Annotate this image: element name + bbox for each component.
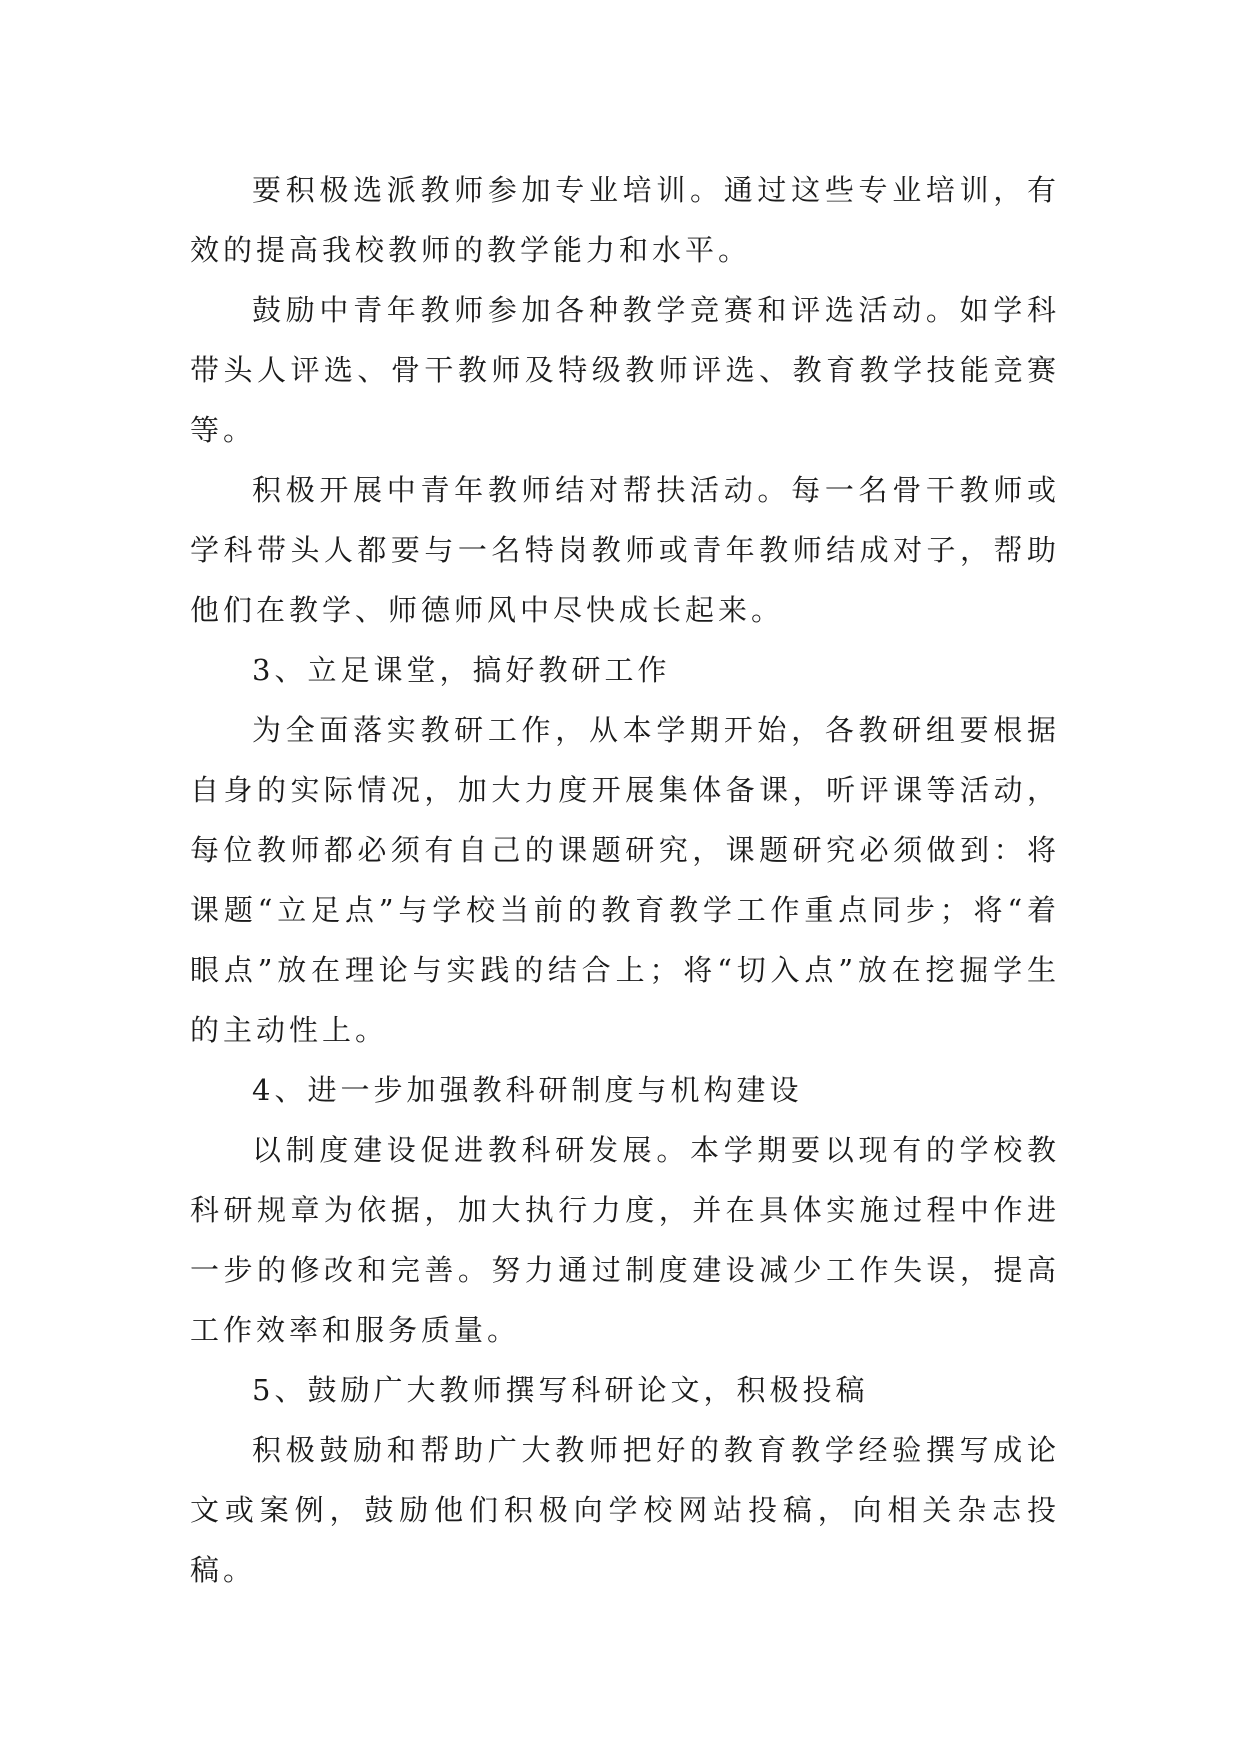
paragraph-training: 要积极选派教师参加专业培训。通过这些专业培训，有效的提高我校教师的教学能力和水平。 [190, 173, 1060, 267]
paragraph-mentoring: 积极开展中青年教师结对帮扶活动。每一名骨干教师或学科带头人都要与一名特岗教师或青年教师结成对子，帮助他们在教学、师德师风中尽快成长起来。 [190, 473, 1060, 627]
paragraph-competitions: 鼓励中青年教师参加各种教学竞赛和评选活动。如学科带头人评选、骨干教师及特级教师评选、教育教学技能竞赛等。 [190, 293, 1060, 447]
paragraph-teaching-research: 为全面落实教研工作，从本学期开始，各教研组要根据自身的实际情况，加大力度开展集体备课，听评课等活动，每位教师都必须有自己的课题研究，课题研究必须做到：将课题“立足点”与学校当前的教育教学工作重点同步；将“着眼点”放在理论与实践的结合上；将“切入点”放在挖掘学生的主动性上。 [190, 713, 1060, 1047]
section-heading-4: 4、进一步加强教科研制度与机构建设 [252, 1073, 803, 1107]
section-heading-5: 5、鼓励广大教师撰写科研论文，积极投稿 [252, 1373, 869, 1407]
section-heading-3: 3、立足课堂，搞好教研工作 [252, 653, 671, 687]
document-body [190, 160, 1060, 1600]
paragraph-paper-writing: 积极鼓励和帮助广大教师把好的教育教学经验撰写成论文或案例，鼓励他们积极向学校网站投稿，向相关杂志投稿。 [190, 1433, 1060, 1587]
paragraph-system-building: 以制度建设促进教科研发展。本学期要以现有的学校教科研规章为依据，加大执行力度，并在具体实施过程中作进一步的修改和完善。努力通过制度建设减少工作失误，提高工作效率和服务质量。 [190, 1133, 1060, 1347]
